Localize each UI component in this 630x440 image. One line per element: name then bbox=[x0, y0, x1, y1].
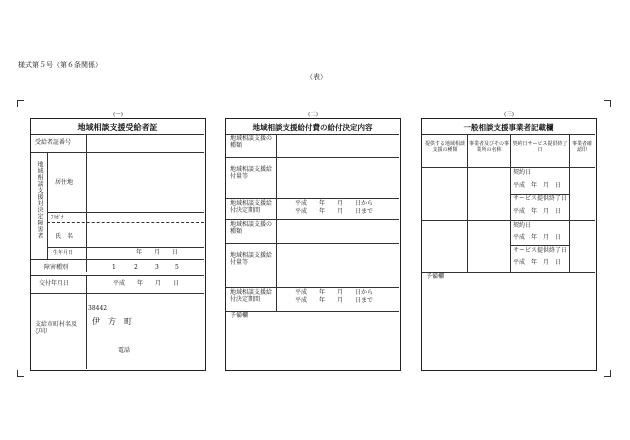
service-end-date: 平成 年 月 日 bbox=[513, 259, 562, 266]
decision-period-label: 地域相談支援給付決定期間 bbox=[230, 200, 273, 214]
benefit-decision-panel bbox=[225, 118, 401, 371]
service-end-label: サービス提供終了日 bbox=[513, 195, 568, 202]
name-label: 氏 名 bbox=[55, 233, 74, 240]
col-provider-name-header: 事業者及びその事業所の名称 bbox=[469, 141, 510, 153]
benefit-amount-label: 地域相談支援給付量等 bbox=[230, 252, 273, 266]
decision-period-label: 地域相談支援給付決定期間 bbox=[230, 289, 273, 303]
service-end-date: 平成 年 月 日 bbox=[513, 208, 562, 215]
crop-mark bbox=[17, 370, 24, 377]
support-type-label: 地域相談支援の種類 bbox=[230, 221, 273, 235]
panel1-number: (一) bbox=[113, 112, 123, 118]
panel2-number: (二) bbox=[308, 112, 318, 118]
period-to: 平成 年 月 日まで bbox=[295, 208, 374, 215]
contract-label: 契約日 bbox=[513, 222, 532, 229]
postal-code: 38442 bbox=[88, 305, 108, 312]
contract-date: 平成 年 月 日 bbox=[513, 234, 562, 241]
address-label: 居住地 bbox=[55, 179, 74, 186]
col-support-type-header: 提供する地域相談支援の種類 bbox=[425, 141, 466, 153]
period-to: 平成 年 月 日まで bbox=[295, 297, 374, 304]
contract-date: 平成 年 月 日 bbox=[513, 182, 562, 189]
recipient-number-label: 受給者証番号 bbox=[35, 139, 72, 146]
panel3-number: (三) bbox=[504, 112, 514, 118]
support-type-label: 地域相談支援の種類 bbox=[230, 135, 273, 149]
service-end-label: サービス提供終了日 bbox=[513, 247, 568, 254]
col-confirm-seal-header: 事業者確認印 bbox=[571, 141, 592, 153]
issue-date-label: 交付年月日 bbox=[39, 280, 70, 287]
panel1-title: 地域相談支援受給者証 bbox=[77, 122, 158, 132]
phone-label: 電話 bbox=[118, 347, 131, 354]
panel3-title: 一般相談支援事業者記載欄 bbox=[463, 123, 554, 132]
furigana-label: ﾌﾘｶﾞﾅ bbox=[51, 215, 64, 221]
panel2-title: 地域相談支援給付費の給付決定内容 bbox=[252, 123, 373, 132]
person-group-label: 地域相談支援対決定障害者 bbox=[36, 161, 43, 239]
notes-label: 予備欄 bbox=[230, 312, 249, 319]
crop-mark bbox=[604, 370, 611, 377]
disability-option: 5 bbox=[175, 264, 179, 271]
provider-entry-panel bbox=[421, 118, 597, 371]
contract-label: 契約日 bbox=[513, 169, 532, 176]
disability-option: 3 bbox=[155, 264, 159, 271]
recipient-certificate-panel bbox=[30, 118, 206, 371]
notes-label: 予備欄 bbox=[426, 273, 445, 280]
birth-value: 年 月 日 bbox=[136, 249, 179, 256]
disability-option: 2 bbox=[134, 264, 138, 271]
crop-mark bbox=[17, 100, 24, 107]
issue-date-value: 平成 年 月 日 bbox=[113, 280, 180, 287]
page-side-label: （表） bbox=[306, 73, 327, 81]
disability-label: 障害種別 bbox=[44, 264, 69, 271]
form-number: 様式第５号（第６条関係） bbox=[18, 61, 102, 69]
period-from: 平成 年 月 日から bbox=[295, 289, 374, 296]
birth-label: 生年月日 bbox=[53, 250, 74, 256]
period-from: 平成 年 月 日から bbox=[295, 200, 374, 207]
disability-option: 1 bbox=[112, 264, 116, 271]
col-dates-header: 契約日サービス提供終了日 bbox=[512, 141, 568, 153]
town-name: 伊 方 町 bbox=[92, 317, 132, 326]
benefit-amount-label: 地域相談支援給付量等 bbox=[230, 166, 273, 180]
municipality-label: 支給市町村名及び印 bbox=[35, 321, 78, 335]
crop-mark bbox=[604, 100, 611, 107]
